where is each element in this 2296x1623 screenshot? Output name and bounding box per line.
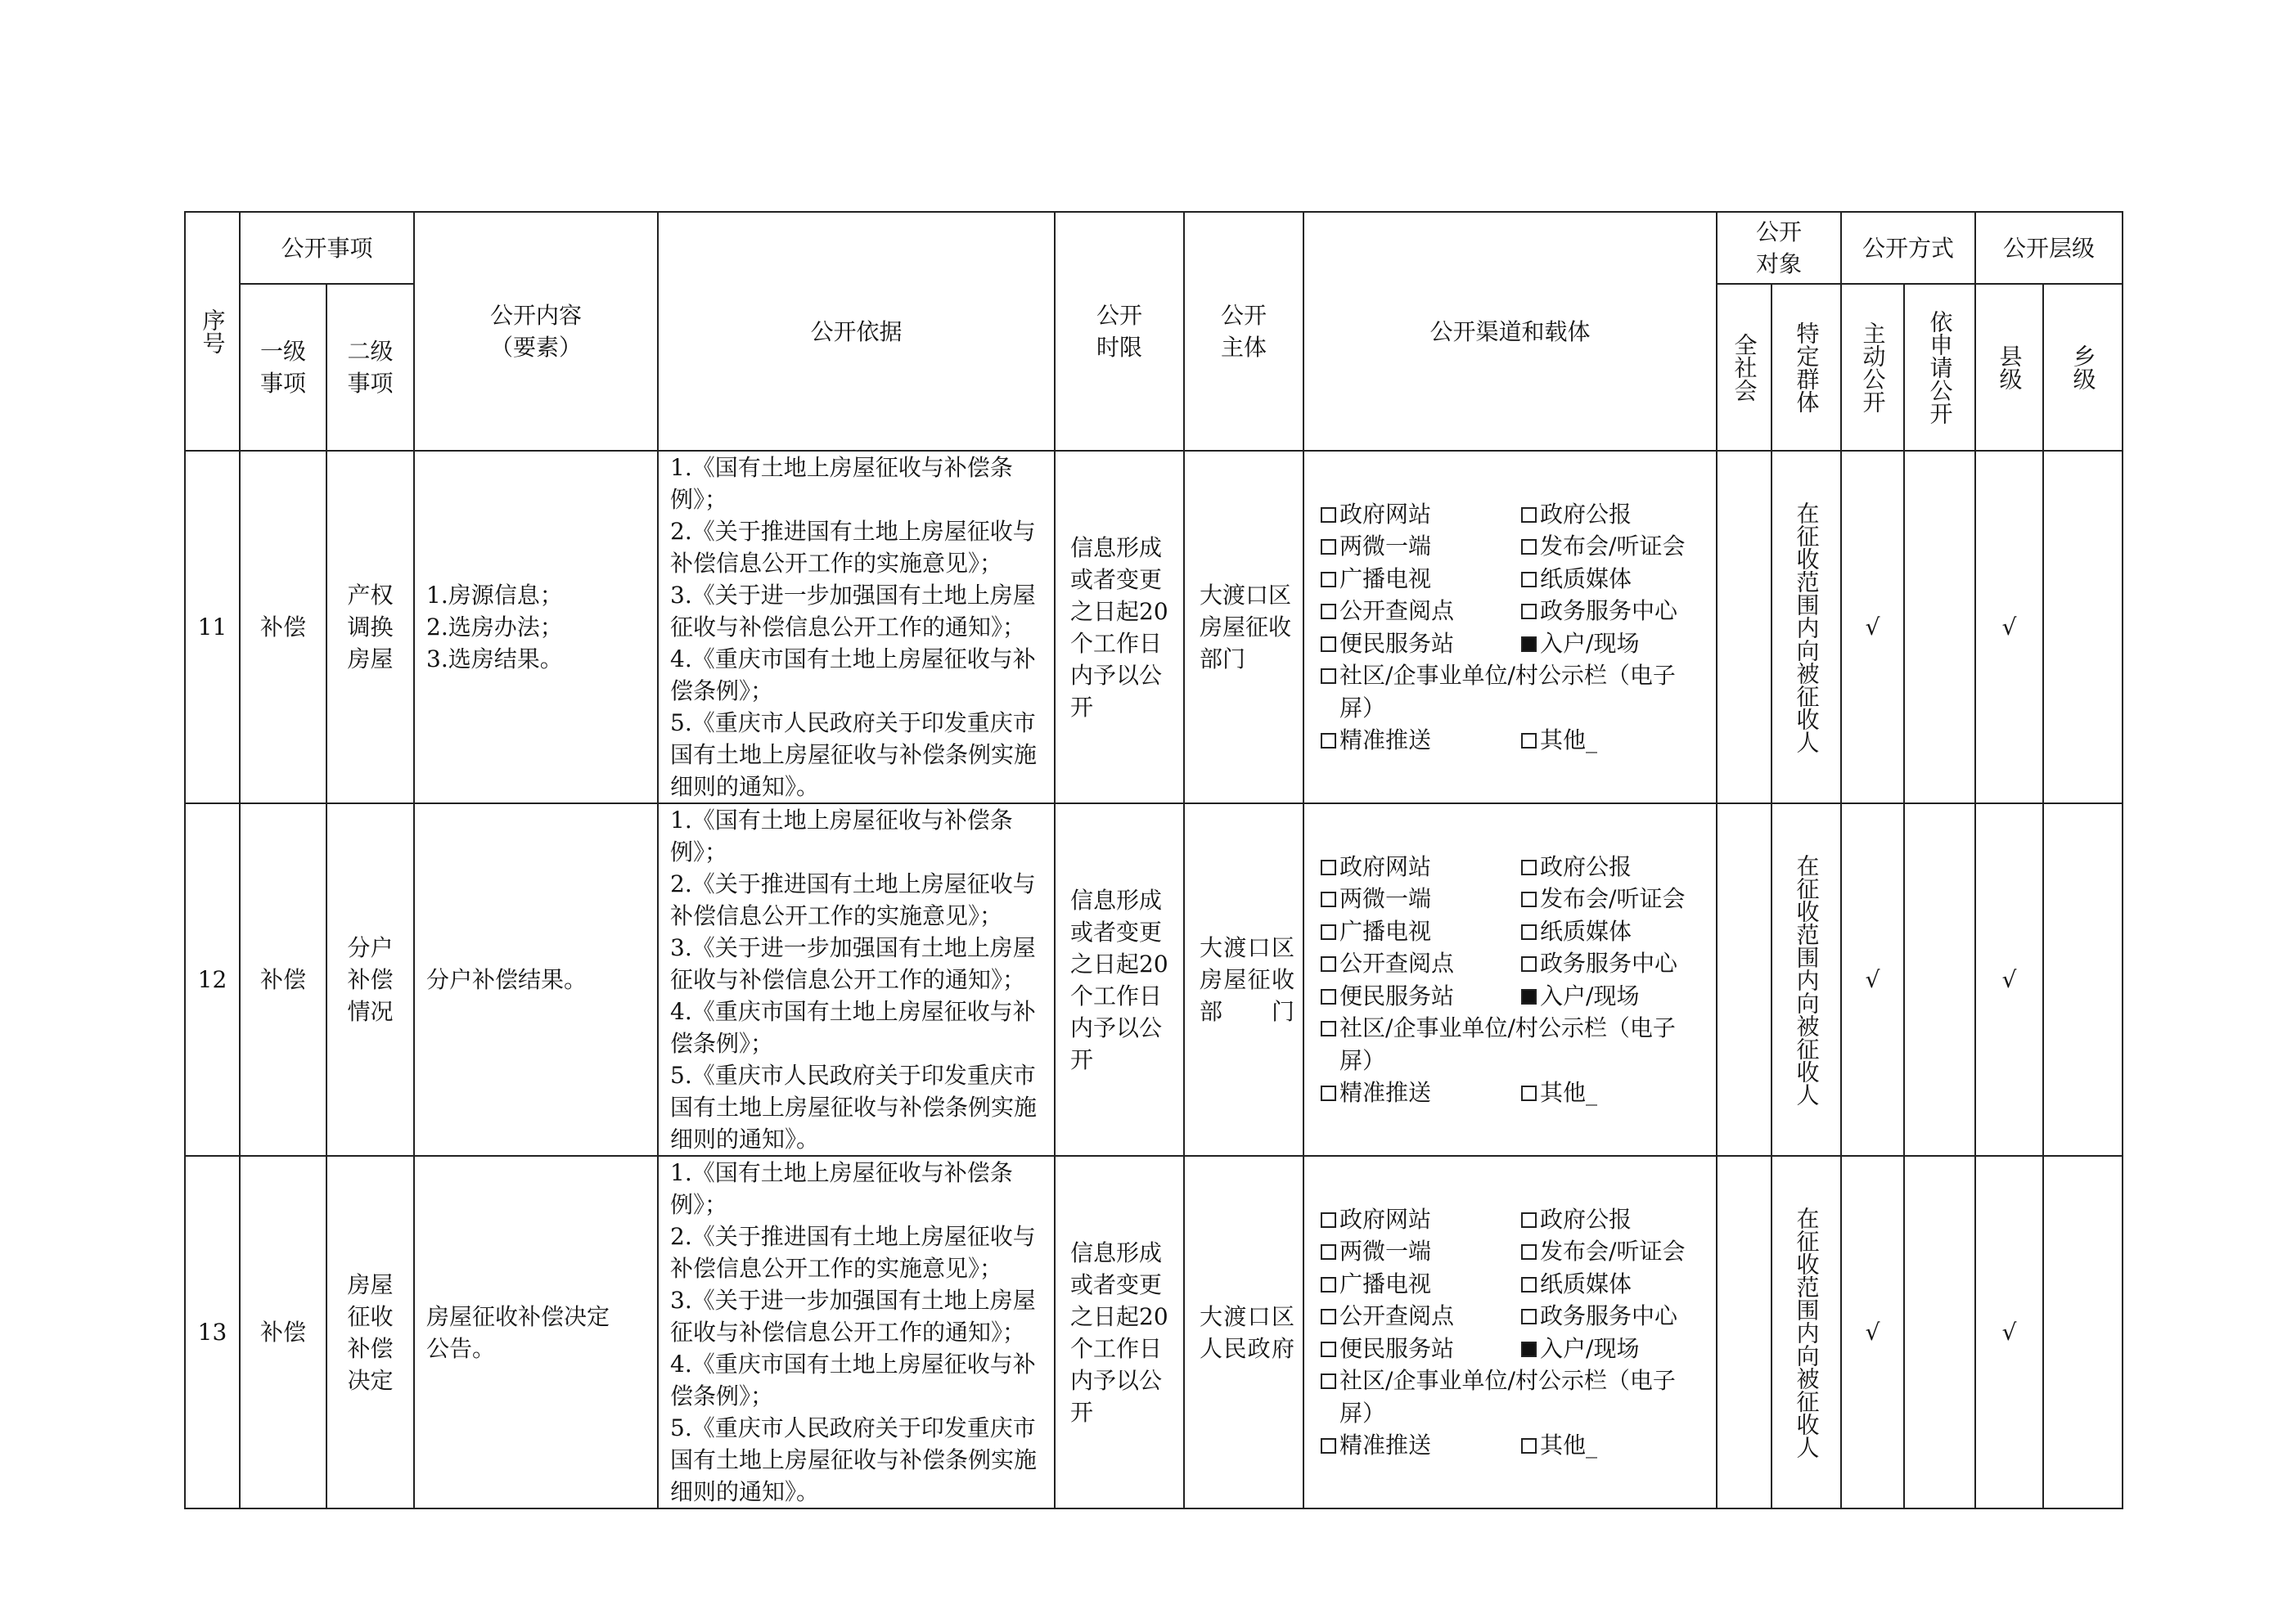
channel-service-center: 政务服务中心 xyxy=(1521,1300,1706,1333)
checkbox-empty-icon xyxy=(1321,604,1336,619)
check-mark-icon: √ xyxy=(2001,614,2017,641)
channel-door-to-door: 入户/现场 xyxy=(1521,627,1706,660)
checkbox-empty-icon xyxy=(1321,860,1336,875)
header-content: 公开内容 （要素） xyxy=(414,212,658,451)
row-content: 1.房源信息； 2.选房办法； 3.选房结果。 xyxy=(414,451,658,803)
channel-other: 其他_ xyxy=(1521,724,1706,757)
row-level-town xyxy=(2043,451,2123,803)
channel-precise-push: 精准推送 xyxy=(1321,1429,1521,1462)
checkbox-empty-icon xyxy=(1521,1277,1537,1293)
checkbox-empty-icon xyxy=(1521,1212,1537,1228)
checkbox-empty-icon xyxy=(1321,989,1336,1005)
row-target-all xyxy=(1717,451,1772,803)
row-basis: 1.《国有土地上房屋征收与补偿条例》； 2.《关于推进国有土地上房屋征收与补偿信息公开工作的实施意见》； 3.《关于进一步加强国有土地上房屋征收与补偿信息公开工作的通知》； 4.《重庆市国有土地上房屋征收与补偿条例》； 5.《重庆市人民政府关于印发重庆市国有土地上房屋征收与补偿条例实施细则的通知》。 xyxy=(658,803,1055,1156)
row-level-town xyxy=(2043,803,2123,1156)
channel-bulletin: 社区/企事业单位/村公示栏（电子 屏） xyxy=(1321,1012,1706,1077)
checkbox-empty-icon xyxy=(1521,604,1537,619)
row-level-county xyxy=(1975,451,2043,803)
row-basis: 1.《国有土地上房屋征收与补偿条例》； 2.《关于推进国有土地上房屋征收与补偿信息公开工作的实施意见》； 3.《关于进一步加强国有土地上房屋征收与补偿信息公开工作的通知》； 4.《重庆市国有土地上房屋征收与补偿条例》； 5.《重庆市人民政府关于印发重庆市国有土地上房屋征收与补偿条例实施细则的通知》。 xyxy=(658,1156,1055,1508)
checkbox-empty-icon xyxy=(1321,733,1336,749)
row-level2: 分户补偿情况 xyxy=(326,803,414,1156)
channel-radio-tv: 广播电视 xyxy=(1321,563,1521,596)
checkbox-empty-icon xyxy=(1521,924,1537,940)
channel-press-hearing: 发布会/听证会 xyxy=(1521,883,1706,915)
header-level: 公开层级 xyxy=(1975,212,2123,284)
checkbox-empty-icon xyxy=(1321,1277,1336,1293)
row-seq: 13 xyxy=(185,1156,240,1508)
header-basis: 公开依据 xyxy=(658,212,1055,451)
header-method: 公开方式 xyxy=(1841,212,1975,284)
channel-gov-website: 政府网站 xyxy=(1321,498,1521,531)
checkbox-empty-icon xyxy=(1521,1244,1537,1260)
row-subject: 大渡口区房屋征收部门 xyxy=(1184,803,1303,1156)
channel-press-hearing: 发布会/听证会 xyxy=(1521,530,1706,563)
checkbox-empty-icon xyxy=(1521,733,1537,749)
row-channels xyxy=(1303,1156,1717,1508)
row-basis: 1.《国有土地上房屋征收与补偿条例》； 2.《关于推进国有土地上房屋征收与补偿信息公开工作的实施意见》； 3.《关于进一步加强国有土地上房屋征收与补偿信息公开工作的通知》； 4.《重庆市国有土地上房屋征收与补偿条例》； 5.《重庆市人民政府关于印发重庆市国有土地上房屋征收与补偿条例实施细则的通知》。 xyxy=(658,451,1055,803)
checkbox-empty-icon xyxy=(1321,668,1336,684)
row-method-request xyxy=(1904,451,1975,803)
row-content: 房屋征收补偿决定 公告。 xyxy=(414,1156,658,1508)
row-target-specific: 在征收范围内向被征收人 xyxy=(1772,1156,1841,1508)
header-level2: 二级 事项 xyxy=(326,284,414,451)
checkbox-empty-icon xyxy=(1321,1086,1336,1101)
row-level-county xyxy=(1975,1156,2043,1508)
checkbox-empty-icon xyxy=(1321,892,1336,907)
channel-gov-website: 政府网站 xyxy=(1321,1203,1521,1236)
channel-gov-gazette: 政府公报 xyxy=(1521,498,1706,531)
row-target-all xyxy=(1717,1156,1772,1508)
checkbox-empty-icon xyxy=(1521,572,1537,587)
check-mark-icon: √ xyxy=(2001,966,2017,993)
channel-press-hearing: 发布会/听证会 xyxy=(1521,1235,1706,1268)
header-level-town: 乡级 xyxy=(2043,284,2123,451)
channel-radio-tv: 广播电视 xyxy=(1321,1268,1521,1301)
row-method-active xyxy=(1841,1156,1904,1508)
checkbox-empty-icon xyxy=(1521,956,1537,972)
channel-bulletin: 社区/企事业单位/村公示栏（电子 屏） xyxy=(1321,659,1706,724)
row-deadline: 信息形成或者变更之日起20个工作日内予以公开 xyxy=(1055,1156,1184,1508)
disclosure-table xyxy=(184,211,2123,1509)
channel-other: 其他_ xyxy=(1521,1077,1706,1109)
checkbox-empty-icon xyxy=(1321,572,1336,587)
checkbox-empty-icon xyxy=(1521,1309,1537,1324)
header-target-specific: 特定群体 xyxy=(1772,284,1841,451)
check-mark-icon: √ xyxy=(1865,966,1880,993)
row-target-specific: 在征收范围内向被征收人 xyxy=(1772,451,1841,803)
channel-public-reading: 公开查阅点 xyxy=(1321,947,1521,980)
channel-paper-media: 纸质媒体 xyxy=(1521,563,1706,596)
checkbox-empty-icon xyxy=(1521,507,1537,523)
header-seq: 序号 xyxy=(185,212,240,451)
header-level-county: 县级 xyxy=(1975,284,2043,451)
checkbox-filled-icon xyxy=(1521,989,1537,1005)
channel-precise-push: 精准推送 xyxy=(1321,724,1521,757)
row-level-town xyxy=(2043,1156,2123,1508)
checkbox-empty-icon xyxy=(1321,1373,1336,1389)
row-method-request xyxy=(1904,803,1975,1156)
row-channels xyxy=(1303,803,1717,1156)
channel-precise-push: 精准推送 xyxy=(1321,1077,1521,1109)
header-subject: 公开 主体 xyxy=(1184,212,1303,451)
checkbox-empty-icon xyxy=(1321,1244,1336,1260)
row-channels xyxy=(1303,451,1717,803)
channel-convenience-station: 便民服务站 xyxy=(1321,1333,1521,1365)
checkbox-empty-icon xyxy=(1321,636,1336,652)
channel-public-reading: 公开查阅点 xyxy=(1321,595,1521,627)
channel-bulletin: 社区/企事业单位/村公示栏（电子 屏） xyxy=(1321,1364,1706,1429)
row-level2: 房屋征收补偿决定 xyxy=(326,1156,414,1508)
checkbox-empty-icon xyxy=(1321,1021,1336,1036)
table-row xyxy=(185,451,2123,803)
channel-paper-media: 纸质媒体 xyxy=(1521,1268,1706,1301)
header-method-request: 依申请公开 xyxy=(1904,284,1975,451)
row-method-request xyxy=(1904,1156,1975,1508)
checkbox-empty-icon xyxy=(1321,507,1336,523)
header-deadline: 公开 时限 xyxy=(1055,212,1184,451)
checkbox-empty-icon xyxy=(1521,1086,1537,1101)
checkbox-empty-icon xyxy=(1521,860,1537,875)
header-channels: 公开渠道和载体 xyxy=(1303,212,1717,451)
row-method-active xyxy=(1841,803,1904,1156)
channel-door-to-door: 入户/现场 xyxy=(1521,980,1706,1013)
checkbox-empty-icon xyxy=(1321,1342,1336,1357)
row-level2: 产权调换房屋 xyxy=(326,451,414,803)
row-target-specific: 在征收范围内向被征收人 xyxy=(1772,803,1841,1156)
channel-gov-gazette: 政府公报 xyxy=(1521,1203,1706,1236)
row-deadline: 信息形成或者变更之日起20个工作日内予以公开 xyxy=(1055,451,1184,803)
check-mark-icon: √ xyxy=(1865,1319,1880,1346)
row-seq: 11 xyxy=(185,451,240,803)
channel-two-wei: 两微一端 xyxy=(1321,883,1521,915)
checkbox-empty-icon xyxy=(1521,1438,1537,1454)
check-mark-icon: √ xyxy=(2001,1319,2017,1346)
checkbox-empty-icon xyxy=(1321,1309,1336,1324)
table-row xyxy=(185,1156,2123,1508)
row-subject: 大渡口区房屋征收部门 xyxy=(1184,451,1303,803)
channel-two-wei: 两微一端 xyxy=(1321,1235,1521,1268)
channel-convenience-station: 便民服务站 xyxy=(1321,980,1521,1013)
row-deadline: 信息形成或者变更之日起20个工作日内予以公开 xyxy=(1055,803,1184,1156)
channel-gov-website: 政府网站 xyxy=(1321,851,1521,883)
checkbox-empty-icon xyxy=(1321,539,1336,555)
channel-paper-media: 纸质媒体 xyxy=(1521,915,1706,948)
channel-other: 其他_ xyxy=(1521,1429,1706,1462)
row-level1: 补偿 xyxy=(240,1156,326,1508)
checkbox-empty-icon xyxy=(1321,1438,1336,1454)
channel-door-to-door: 入户/现场 xyxy=(1521,1333,1706,1365)
row-level1: 补偿 xyxy=(240,451,326,803)
row-content: 分户补偿结果。 xyxy=(414,803,658,1156)
checkbox-empty-icon xyxy=(1321,956,1336,972)
row-target-all xyxy=(1717,803,1772,1156)
row-level-county xyxy=(1975,803,2043,1156)
channel-two-wei: 两微一端 xyxy=(1321,530,1521,563)
checkbox-empty-icon xyxy=(1521,892,1537,907)
header-target: 公开 对象 xyxy=(1717,212,1841,284)
header-target-all: 全社会 xyxy=(1717,284,1772,451)
checkbox-empty-icon xyxy=(1521,539,1537,555)
row-method-active xyxy=(1841,451,1904,803)
checkbox-filled-icon xyxy=(1521,636,1537,652)
checkbox-empty-icon xyxy=(1321,924,1336,940)
header-level1: 一级 事项 xyxy=(240,284,326,451)
channel-radio-tv: 广播电视 xyxy=(1321,915,1521,948)
checkbox-empty-icon xyxy=(1321,1212,1336,1228)
channel-gov-gazette: 政府公报 xyxy=(1521,851,1706,883)
header-method-active: 主动公开 xyxy=(1841,284,1904,451)
row-level1: 补偿 xyxy=(240,803,326,1156)
checkbox-filled-icon xyxy=(1521,1342,1537,1357)
header-item-group: 公开事项 xyxy=(240,212,414,284)
channel-service-center: 政务服务中心 xyxy=(1521,595,1706,627)
check-mark-icon: √ xyxy=(1865,614,1880,641)
channel-public-reading: 公开查阅点 xyxy=(1321,1300,1521,1333)
channel-convenience-station: 便民服务站 xyxy=(1321,627,1521,660)
table-row xyxy=(185,803,2123,1156)
row-subject: 大渡口区人民政府 xyxy=(1184,1156,1303,1508)
channel-service-center: 政务服务中心 xyxy=(1521,947,1706,980)
row-seq: 12 xyxy=(185,803,240,1156)
